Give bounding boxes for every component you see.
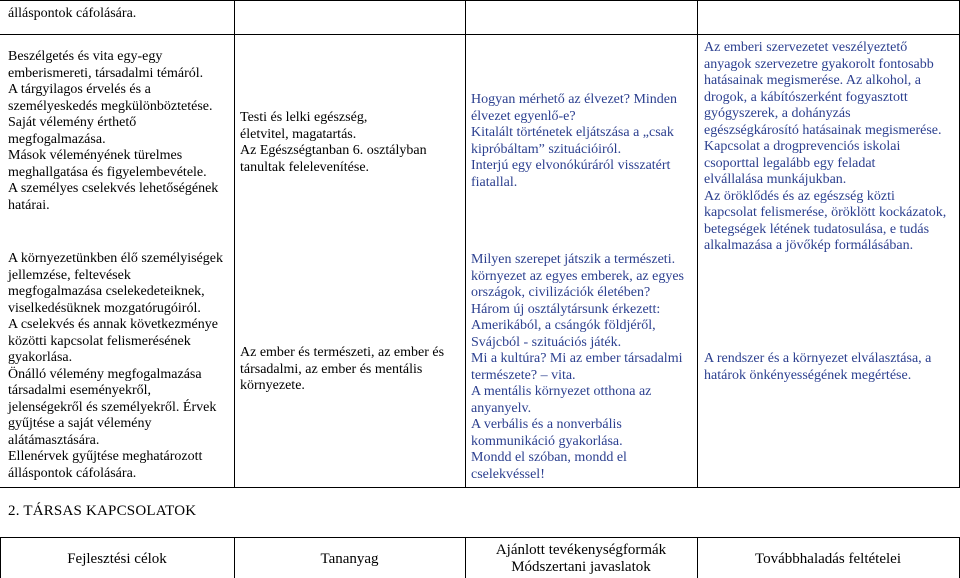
table-bottom-rule [0,487,960,488]
header-development-goals: Fejlesztési célok [67,550,167,567]
col3-activities-environment: Milyen szerepet játszik a természeti. környezet az egyes emberek, az egyes országok, civilizációk életében? Három új osztálytársunk érkezett: Amerikából, a csángók földjéről, Svájcból - szituációs játék. Mi a kultúra? Mi az ember társadalmi természete? – vita. A mentális környezet otthona az anyanyelv. A verbális és a nonverbális kommunikáció gyakorlása. Mondd el szóban, mondd el cselekvéssel! [471,252,684,482]
row-separator [0,34,960,35]
col1-goals-personalities: A környezetünkben élő személyiségek jellemzése, feltevések megfogalmazása cselekedeteiknek, viselkedésüknek mozgatórugóiról. A cselekvés és annak következménye közötti kapcsolat felismerésének gyakorlása. Önálló vélemény megfogalmazása társadalmi eseményekről, jelenségekről és személyekről. Érvek gyűjtése a saját vélemény alátámasztására. Ellenérvek gyűjtése meghatározott álláspontok cáfolására. [8,251,223,481]
header-activities: Ajánlott tevékenységformák Módszertani javaslatok [495,542,667,575]
col4-requirements-health: Az emberi szervezetet veszélyeztető anyagok szervezetre gyakorolt fontosabb hatásainak megismerése. Az alkohol, a drogok, a kábítószerként fogyasztott gyógyszerek, a dohányzás egészségkárosító hatásainak megismerése. Kapcsolat a drogprevenciós iskolai csoporttal legalább egy feladat elvállalása munkájukban. Az öröklődés és az egészség közti kapcsolat felismerése, öröklött kockázatok, betegségek létének tudatosulása, e tudás alkalmazása a jövőkép formálásában. [704,40,947,253]
col-divider-2 [465,0,466,487]
col1-top-fragment: álláspontok cáfolására. [8,6,137,21]
header-top-rule [0,537,960,538]
col4-requirements-system: A rendszer és a környezet elválasztása, a határok önkényességének megértése. [704,351,932,383]
table-top-rule [0,0,960,1]
header-curriculum: Tananyag [320,550,379,567]
col2-topic-health: Testi és lelki egészség, életvitel, magatartás. Az Egészségtanban 6. osztályban tanultak felelevenítése. [240,110,427,175]
col3-activities-pleasure: Hogyan mérhető az élvezet? Minden élvezet egyenlő-e? Kitalált történetek eljátszása a „csak kipróbáltam” szituációiról. Interjú egy elvonókúráról visszatért fiatallal. [471,92,678,190]
col1-goals-discussion: Beszélgetés és vita egy-egy emberismereti, társadalmi témáról. A tárgyilagos érvelés és a személyeskedés megkülönböztetése. Saját vélemény érthető megfogalmazása. Mások véleményének türelmes meghallgatása és figyelembevétele. A személyes cselekvés lehetőségének határai. [8,49,219,213]
col-divider-1 [234,0,235,487]
col2-topic-environment: Az ember és természeti, az ember és társadalmi, az ember és mentális környezete. [240,345,445,393]
col-divider-3 [697,0,698,487]
section-title: 2. TÁRSAS KAPCSOLATOK [8,503,197,519]
header-progression: Továbbhaladás feltételei [755,550,901,567]
